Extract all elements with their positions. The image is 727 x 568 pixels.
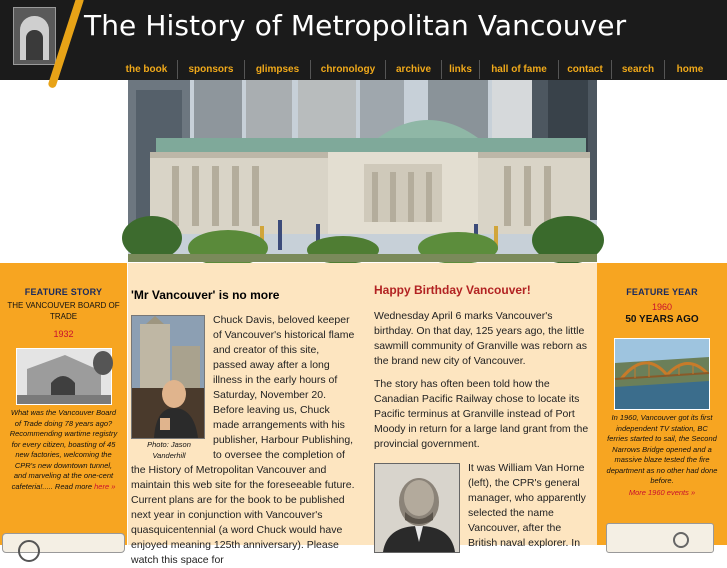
chuck-davis-photo-caption: Photo: Jason Vanderhill — [147, 440, 191, 460]
site-title: The History of Metropolitan Vancouver — [84, 9, 627, 42]
feature-story-read-more-link[interactable]: here » — [94, 481, 116, 491]
nav-item-chronology[interactable]: chronology — [310, 60, 385, 79]
article-happy-birthday — [374, 283, 592, 553]
chuck-davis-portrait-icon — [132, 316, 204, 438]
sponsor-badge-icon — [18, 540, 40, 562]
feature-story-caption: What was the Vancouver Board of Trade doing 78 years ago? Recommending wartime registry for every citizen, boasting of 45 new factories, welcoming the CPR's new downtown tunnel, and marveling at the one-cent cafeteria!..... Read more here » — [9, 408, 118, 491]
van-horne-portrait-icon — [375, 464, 459, 552]
nav-item-search[interactable]: search — [611, 60, 664, 79]
article-right-paragraph-2: The story has often been told how the Canadian Pacific Railway chose to locate its Pacific terminus at Granville instead of Port Moody in return for a large land grant from the provincial government. — [374, 378, 589, 450]
main-nav — [116, 60, 715, 79]
art-gallery-illustration — [128, 80, 597, 262]
nav-item-sponsors[interactable]: sponsors — [177, 60, 244, 79]
bridge-photo-icon — [615, 339, 709, 409]
chuck-davis-photo-block — [131, 315, 207, 461]
stone-arch-photo-icon — [17, 349, 111, 404]
site-header — [0, 0, 727, 80]
feature-year-title: 50 YEARS AGO — [625, 314, 699, 325]
feature-story-sidebar — [0, 263, 127, 545]
hero-image-art-gallery — [128, 80, 597, 262]
nav-item-contact[interactable]: contact — [558, 60, 611, 79]
van-horne-photo[interactable] — [374, 463, 460, 553]
nav-item-links[interactable]: links — [441, 60, 479, 79]
logo-doorway-icon — [26, 30, 43, 60]
feature-year-more-link[interactable]: More 1960 events » — [628, 487, 696, 497]
feature-year-label: FEATURE YEAR — [626, 287, 698, 297]
feature-year-caption: In 1960, Vancouver got its first independent TV station, BC ferries started to sail, the Second Narrows Bridge opened and a massive blaze tested the fire department as no other had done before. — [606, 413, 718, 485]
second-narrows-bridge-photo[interactable] — [614, 338, 710, 410]
nav-item-hall-of-fame[interactable]: hall of fame — [479, 60, 558, 79]
article-right-paragraph-1: Wednesday April 6 marks Vancouver's birthday. On that day, 125 years ago, the little sawmill community of Granville was reborn as the brand new city of Vancouver. — [374, 310, 587, 367]
sidebar-promo-badge[interactable] — [606, 523, 714, 553]
nav-item-archive[interactable]: archive — [385, 60, 441, 79]
feature-story-year: 1932 — [53, 329, 74, 339]
feature-year-number: 1960 — [651, 302, 673, 312]
site-logo[interactable] — [13, 7, 56, 65]
sponsor-badge[interactable] — [2, 533, 125, 553]
nav-item-glimpses[interactable]: glimpses — [244, 60, 310, 79]
feature-year-sidebar — [597, 263, 727, 545]
promo-badge-icon — [673, 532, 689, 548]
nav-item-home[interactable]: home — [664, 60, 715, 79]
feature-story-subtitle: THE VANCOUVER BOARD OF TRADE — [7, 301, 120, 321]
chuck-davis-photo[interactable] — [131, 315, 205, 439]
feature-story-label: FEATURE STORY — [24, 287, 103, 297]
feature-story-photo[interactable] — [16, 348, 112, 405]
nav-item-the-book[interactable]: the book — [125, 64, 168, 75]
article-left-body: Chuck Davis, beloved keeper of Vancouver's historical flame and creator of this site, passed away after a long illness in the early hours of Saturday, November 20. Before leaving us, Chuck made arrangements with his publisher, Harbour Publishing, to oversee the completion of the History of Metropolitan Vancouver and maintain this web site for the foreseeable future. Current plans are for the book to be published next year in conjunction with Vancouver's quasquicentennial (a word Chuck would have enjoyed meaning 125th anniversary). Please watch this space for — [131, 314, 355, 566]
article-right-paragraph-3: It was William Van Horne (left), the CPR's general manager, who apparently selected the name Vancouver, after the British naval explorer. In — [468, 462, 586, 549]
article-right-headline: Happy Birthday Vancouver! — [374, 283, 531, 297]
article-left-headline: 'Mr Vancouver' is no more — [131, 288, 280, 302]
article-mr-vancouver — [131, 288, 355, 568]
